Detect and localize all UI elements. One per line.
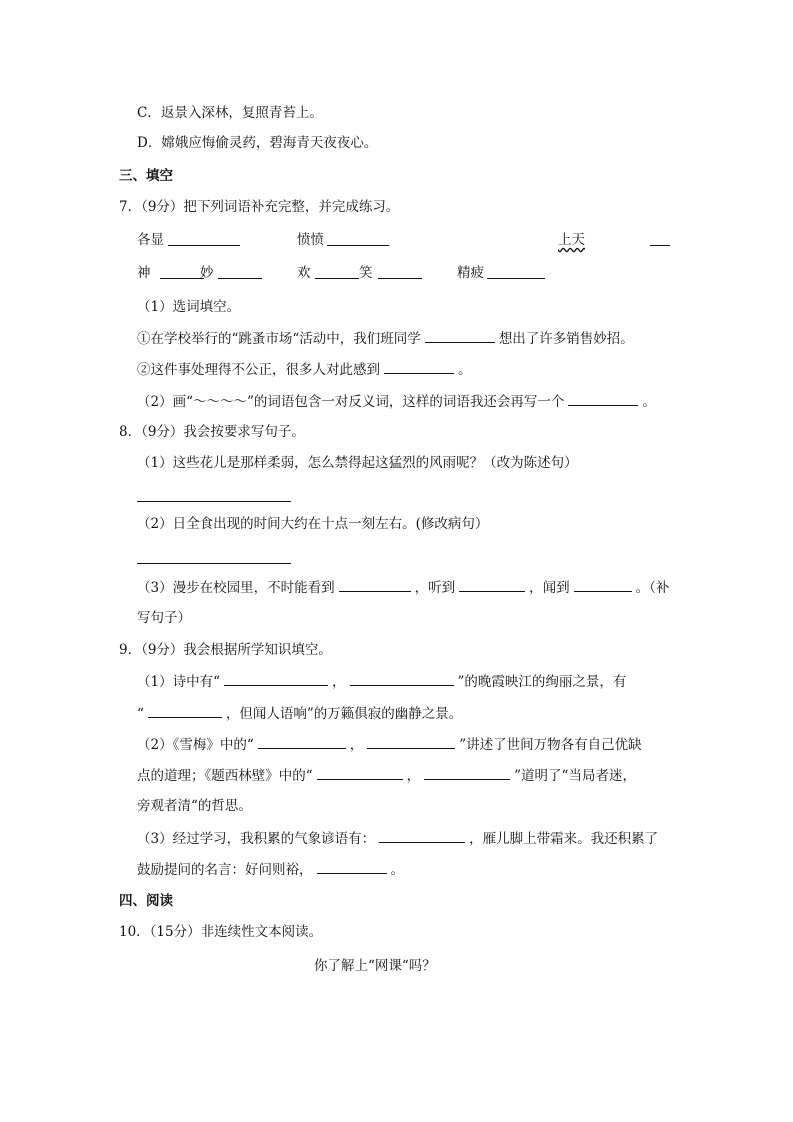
item-text: ”道明了“当局者迷， — [514, 768, 636, 784]
answer-blank[interactable] — [339, 578, 411, 592]
item-text: （3）经过学习，我积累的气象谚语有： — [137, 831, 376, 847]
q7-item1 — [137, 329, 634, 348]
section-heading-fill: 三、填空 — [119, 168, 173, 184]
answer-blank[interactable] — [487, 265, 545, 279]
item-text: （1）诗中有“ — [137, 674, 220, 690]
q9-part2-end: 旁观者清“的哲思。 — [137, 798, 252, 814]
item-text: ，闻到 — [529, 580, 570, 596]
word-label: 妙 — [200, 265, 214, 281]
q8-part1: （1）这些花儿是那样柔弱，怎么禁得起这猛烈的风雨呢？（改为陈述句） — [137, 455, 578, 471]
answer-blank[interactable] — [650, 232, 670, 246]
answer-blank[interactable] — [378, 265, 422, 279]
item-text: ”的晚霞映江的绚丽之景，有 — [457, 674, 627, 690]
answer-blank[interactable] — [160, 265, 204, 279]
item-text: ，雁儿脚上带霜来。我还积累了 — [469, 831, 659, 847]
word-label: 欢 — [297, 265, 311, 281]
q9-part1-cont — [137, 704, 462, 723]
q7-part2 — [137, 392, 656, 411]
q9-part1 — [137, 672, 626, 691]
answer-blank[interactable] — [224, 672, 328, 686]
item-text: （3）漫步在校园里，不时能看到 — [137, 580, 335, 596]
item-text: （2）画“～～～～”的词语包含一对反义词，这样的词语我还会再写一个 — [137, 394, 565, 410]
item-text: 。 — [642, 394, 656, 410]
answer-line[interactable] — [137, 550, 291, 564]
word-label-wavy: 上天 — [558, 232, 585, 248]
word-label: 精疲 — [457, 265, 484, 281]
answer-blank[interactable] — [574, 578, 632, 592]
q9-part3 — [137, 829, 658, 848]
option-c: C．返景入深林，复照青苔上。 — [137, 105, 323, 121]
word-label: 神 — [137, 265, 151, 281]
answer-blank[interactable] — [168, 232, 240, 246]
item-text: ， — [406, 768, 421, 784]
answer-blank[interactable] — [218, 265, 262, 279]
answer-blank[interactable] — [148, 704, 222, 718]
item-text: 。 — [390, 862, 404, 878]
q8-part3-cont: 写句子） — [137, 610, 191, 626]
item-text: ，但闻人语响”的万籁俱寂的幽静之景。 — [225, 706, 463, 722]
q8-part2: （2）日全食出现的时间大约在十点一刻左右。(修改病句） — [137, 516, 489, 532]
item-text: 鼓励提问的名言：好问则裕， — [137, 862, 313, 878]
answer-blank[interactable] — [568, 392, 638, 406]
answer-blank[interactable] — [315, 265, 359, 279]
item-text: ， — [349, 737, 364, 753]
word-label: 笑 — [359, 265, 373, 281]
option-d: D．嫦娥应悔偷灵药，碧海青天夜夜心。 — [137, 135, 378, 151]
q9-part3-cont — [137, 860, 404, 879]
item-text: 想出了许多销售妙招。 — [498, 331, 634, 347]
answer-blank[interactable] — [424, 766, 510, 780]
answer-line[interactable] — [137, 488, 291, 502]
item-text: 。（补 — [635, 580, 670, 596]
answer-blank[interactable] — [258, 735, 346, 749]
word-label: 愤愤 — [297, 232, 324, 248]
item-text: ，听到 — [414, 580, 456, 596]
answer-blank[interactable] — [317, 860, 387, 874]
q9-part2-cont — [137, 766, 636, 785]
item-text: 。 — [458, 362, 472, 378]
answer-blank[interactable] — [384, 360, 454, 374]
reading-title: 你了解上“网课“吗？ — [314, 958, 436, 974]
q7-item2 — [137, 360, 472, 379]
q7-part1: （1）选词填空。 — [137, 299, 241, 315]
answer-blank[interactable] — [317, 766, 403, 780]
section-heading-reading: 四、阅读 — [119, 893, 173, 909]
question-7-title: 7．（9分）把下列词语补充完整，并完成练习。 — [119, 199, 400, 215]
item-text: “ — [137, 706, 144, 722]
question-8-title: 8．（9分）我会按要求写句子。 — [119, 424, 305, 440]
answer-blank[interactable] — [367, 735, 455, 749]
q8-part3 — [137, 578, 669, 597]
item-text: ， — [332, 674, 346, 690]
q9-part2 — [137, 735, 642, 754]
answer-blank[interactable] — [425, 329, 495, 343]
answer-blank[interactable] — [379, 829, 465, 843]
answer-blank[interactable] — [327, 232, 389, 246]
answer-blank[interactable] — [350, 672, 454, 686]
item-text: 点的道理；《题西林壁》中的“ — [137, 768, 313, 784]
item-text: （2）《雪梅》中的“ — [137, 737, 254, 753]
question-10-title: 10．（15分）非连续性文本阅读。 — [119, 924, 323, 940]
answer-blank[interactable] — [459, 578, 525, 592]
item-text: ②这件事处理得不公正，很多人对此感到 — [137, 362, 380, 378]
question-9-title: 9．（9分）我会根据所学知识填空。 — [119, 642, 332, 658]
item-text: ①在学校举行的“跳蚤市场“活动中，我们班同学 — [137, 331, 421, 347]
item-text: ”讲述了世间万物各有自己优缺 — [459, 737, 642, 753]
word-label: 各显 — [137, 232, 164, 248]
